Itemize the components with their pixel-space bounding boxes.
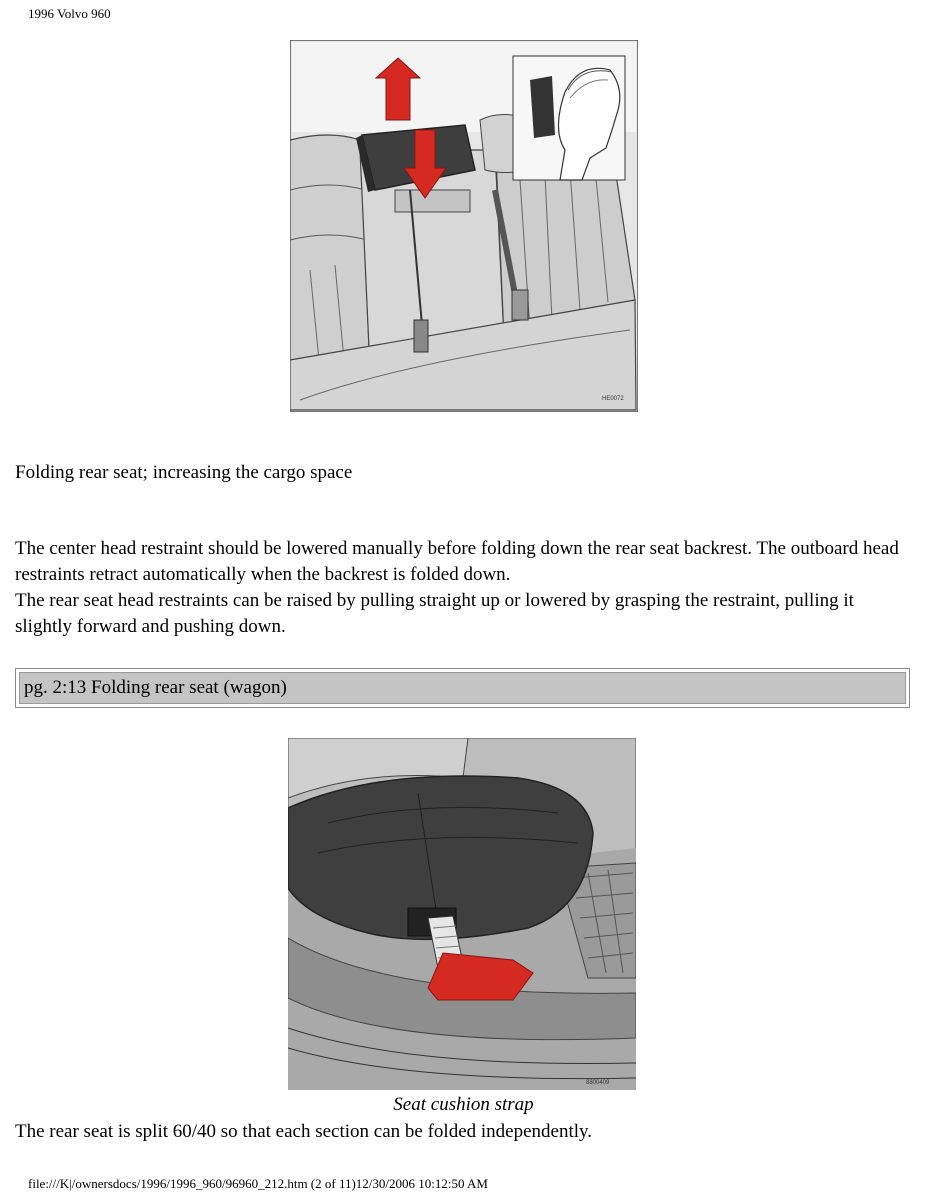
section-header-bar bbox=[15, 668, 910, 708]
split-seat-paragraph: The rear seat is split 60/40 so that each section can be folded independently. bbox=[15, 1121, 593, 1142]
figure1-code: HE0072 bbox=[602, 396, 624, 402]
paragraph-line: The rear seat head restraints can be raised by pulling straight up or lowered by grasping the restraint, pulling it slightly forward and pushing down. bbox=[15, 590, 854, 637]
document-header-title: 1996 Volvo 960 bbox=[28, 6, 111, 21]
figure2-code: 8800409 bbox=[586, 1080, 610, 1086]
figure2-caption: Seat cushion strap bbox=[393, 1094, 534, 1115]
section-title: pg. 2:13 Folding rear seat (wagon) bbox=[19, 672, 906, 704]
seat-cushion-strap-illustration bbox=[288, 738, 636, 1090]
document-footer-path: file:///K|/ownersdocs/1996/1996_960/96960_212.htm (2 of 11)12/30/2006 10:12:50 AM bbox=[28, 1176, 488, 1191]
head-restraint-paragraph bbox=[15, 536, 910, 640]
figure1-caption: Folding rear seat; increasing the cargo space bbox=[15, 462, 353, 483]
rear-seat-head-restraint-illustration bbox=[290, 40, 638, 412]
paragraph-line: The center head restraint should be lowered manually before folding down the rear seat backrest. The outboard head restraints retract automatically when the backrest is folded down. bbox=[15, 538, 899, 585]
